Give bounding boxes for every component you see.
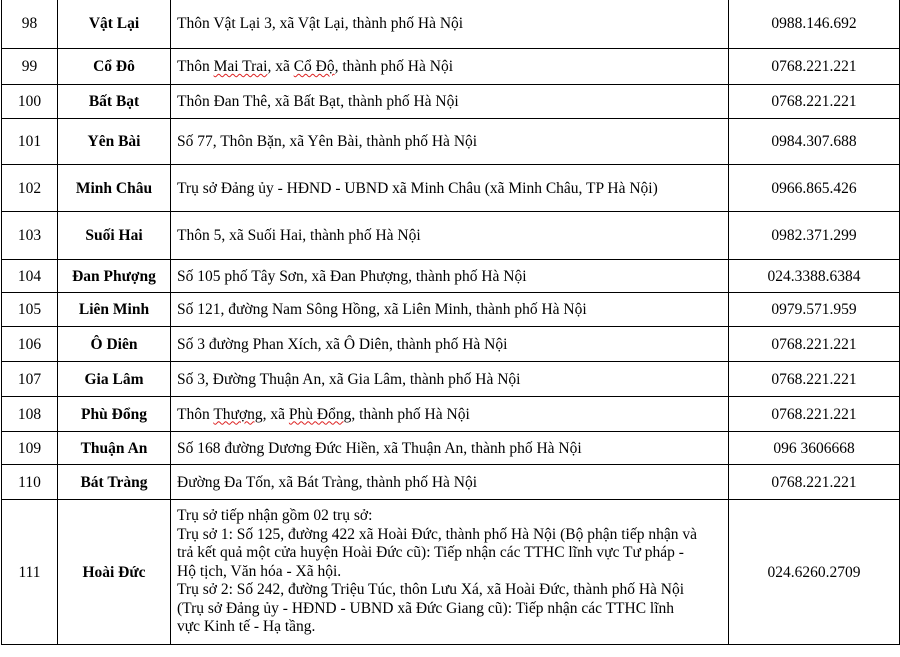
commune-name: Bát Tràng	[58, 465, 171, 500]
address-cell: Số 121, đường Nam Sông Hồng, xã Liên Minh, thành phố Hà Nội	[171, 293, 729, 327]
row-number: 100	[2, 85, 58, 119]
address-cell: Đường Đa Tốn, xã Bát Tràng, thành phố Hà Nội	[171, 465, 729, 500]
phone-cell: 0768.221.221	[729, 327, 900, 362]
address-cell: Thôn Mai Trai, xã Cổ Độ, thành phố Hà Nội	[171, 49, 729, 85]
address-cell: Số 3, Đường Thuận An, xã Gia Lâm, thành phố Hà Nội	[171, 362, 729, 397]
table-row	[2, 500, 900, 645]
commune-name: Liên Minh	[58, 293, 171, 327]
row-number: 107	[2, 362, 58, 397]
row-number: 98	[2, 0, 58, 49]
address-cell: Trụ sở tiếp nhận gồm 02 trụ sở: Trụ sở 1: Số 125, đường 422 xã Hoài Đức, thành phố Hà Nội (Bộ phận tiếp nhận và trả kết quả một cửa huyện Hoài Đức cũ): Tiếp nhận các TTHC lĩnh vực Tư pháp - Hộ tịch, Văn hóa - Xã hội. Trụ sở 2: Số 242, đường Triệu Túc, thôn Lưu Xá, xã Hoài Đức, thành phố Hà Nội (Trụ sở Đảng ủy - HĐND - UBND xã Đức Giang cũ): Tiếp nhận các TTHC lĩnh vực Kinh tế - Hạ tầng.	[171, 500, 729, 645]
address-cell: Số 168 đường Dương Đức Hiền, xã Thuận An, thành phố Hà Nội	[171, 432, 729, 465]
office-table-body	[2, 0, 900, 645]
address-cell: Số 105 phố Tây Sơn, xã Đan Phượng, thành phố Hà Nội	[171, 260, 729, 293]
phone-cell: 0768.221.221	[729, 85, 900, 119]
table-row	[2, 465, 900, 500]
row-number: 111	[2, 500, 58, 645]
row-number: 104	[2, 260, 58, 293]
office-table	[1, 0, 900, 645]
address-cell: Thôn Đan Thê, xã Bất Bạt, thành phố Hà Nội	[171, 85, 729, 119]
commune-name: Minh Châu	[58, 165, 171, 212]
address-cell: Số 3 đường Phan Xích, xã Ô Diên, thành phố Hà Nội	[171, 327, 729, 362]
table-row	[2, 327, 900, 362]
phone-cell: 0982.371.299	[729, 212, 900, 260]
row-number: 103	[2, 212, 58, 260]
row-number: 108	[2, 397, 58, 432]
row-number: 101	[2, 119, 58, 165]
commune-name: Yên Bài	[58, 119, 171, 165]
table-row	[2, 119, 900, 165]
table-row	[2, 260, 900, 293]
phone-cell: 0768.221.221	[729, 49, 900, 85]
table-row	[2, 165, 900, 212]
row-number: 106	[2, 327, 58, 362]
table-row	[2, 293, 900, 327]
commune-name: Ô Diên	[58, 327, 171, 362]
phone-cell: 0768.221.221	[729, 465, 900, 500]
table-row	[2, 432, 900, 465]
row-number: 99	[2, 49, 58, 85]
row-number: 109	[2, 432, 58, 465]
phone-cell: 096 3606668	[729, 432, 900, 465]
phone-cell: 0979.571.959	[729, 293, 900, 327]
table-row	[2, 362, 900, 397]
phone-cell: 0768.221.221	[729, 397, 900, 432]
table-row	[2, 49, 900, 85]
address-cell: Thôn 5, xã Suối Hai, thành phố Hà Nội	[171, 212, 729, 260]
phone-cell: 0984.307.688	[729, 119, 900, 165]
row-number: 105	[2, 293, 58, 327]
commune-name: Phù Đổng	[58, 397, 171, 432]
commune-name: Vật Lại	[58, 0, 171, 49]
row-number: 110	[2, 465, 58, 500]
table-row	[2, 212, 900, 260]
phone-cell: 0966.865.426	[729, 165, 900, 212]
phone-cell: 0988.146.692	[729, 0, 900, 49]
commune-name: Suối Hai	[58, 212, 171, 260]
table-row	[2, 85, 900, 119]
phone-cell: 024.3388.6384	[729, 260, 900, 293]
address-cell: Thôn Vật Lại 3, xã Vật Lại, thành phố Hà Nội	[171, 0, 729, 49]
commune-name: Cổ Đô	[58, 49, 171, 85]
phone-cell: 0768.221.221	[729, 362, 900, 397]
commune-name: Đan Phượng	[58, 260, 171, 293]
table-row	[2, 397, 900, 432]
commune-name: Bất Bạt	[58, 85, 171, 119]
commune-name: Gia Lâm	[58, 362, 171, 397]
phone-cell: 024.6260.2709	[729, 500, 900, 645]
address-cell: Số 77, Thôn Bặn, xã Yên Bài, thành phố Hà Nội	[171, 119, 729, 165]
commune-name: Hoài Đức	[58, 500, 171, 645]
commune-name: Thuận An	[58, 432, 171, 465]
address-cell: Trụ sở Đảng ủy - HĐND - UBND xã Minh Châu (xã Minh Châu, TP Hà Nội)	[171, 165, 729, 212]
address-cell: Thôn Thượng, xã Phù Đổng, thành phố Hà Nội	[171, 397, 729, 432]
row-number: 102	[2, 165, 58, 212]
table-row	[2, 0, 900, 49]
